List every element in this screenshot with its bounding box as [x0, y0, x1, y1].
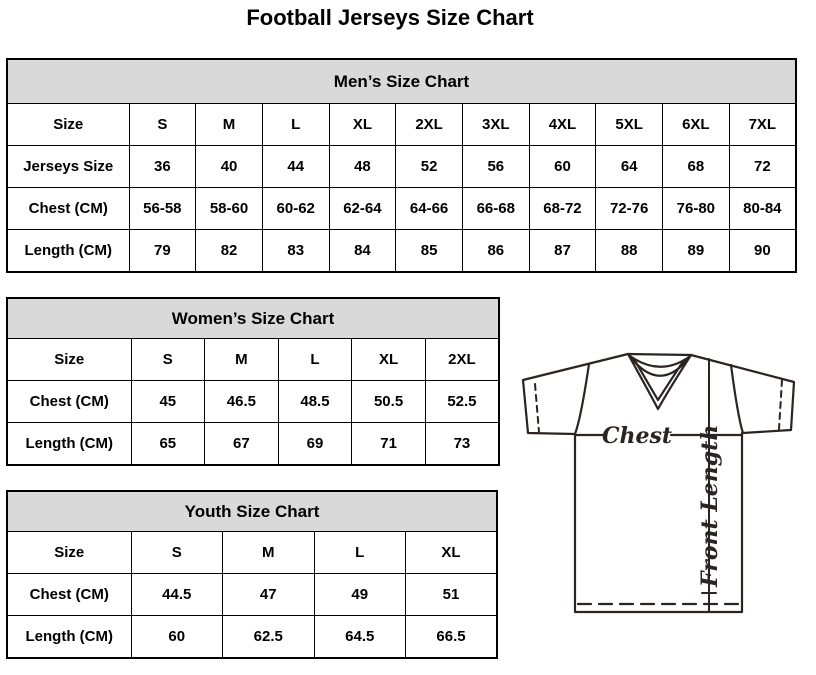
value-cell: L [278, 339, 352, 381]
table-row [7, 423, 499, 466]
value-cell: 40 [196, 146, 263, 188]
value-cell: 56 [462, 146, 529, 188]
value-cell: 45 [131, 381, 205, 423]
value-cell: M [223, 532, 315, 574]
value-cell: 60 [131, 616, 223, 659]
value-cell: 44.5 [131, 574, 223, 616]
value-cell: 68-72 [529, 188, 596, 230]
value-cell: 87 [529, 230, 596, 273]
value-cell: 90 [729, 230, 796, 273]
value-cell: 64 [596, 146, 663, 188]
row-label-cell: Chest (CM) [7, 188, 129, 230]
value-cell: 2XL [396, 104, 463, 146]
value-cell: 36 [129, 146, 196, 188]
row-label-cell: Size [7, 532, 131, 574]
table-title: Women’s Size Chart [7, 298, 499, 339]
value-cell: 73 [425, 423, 499, 466]
value-cell: 84 [329, 230, 396, 273]
table-row [7, 381, 499, 423]
value-cell: 86 [462, 230, 529, 273]
row-label-cell: Length (CM) [7, 616, 131, 659]
youth-size-chart-table [6, 490, 498, 659]
value-cell: 2XL [425, 339, 499, 381]
value-cell: 6XL [663, 104, 730, 146]
value-cell: 60-62 [262, 188, 329, 230]
value-cell: 82 [196, 230, 263, 273]
right-cuff-dashed-line [779, 380, 782, 429]
value-cell: 64.5 [314, 616, 406, 659]
value-cell: 58-60 [196, 188, 263, 230]
value-cell: 60 [529, 146, 596, 188]
value-cell: 65 [131, 423, 205, 466]
value-cell: S [131, 532, 223, 574]
value-cell: 7XL [729, 104, 796, 146]
value-cell: 50.5 [352, 381, 426, 423]
value-cell: 80-84 [729, 188, 796, 230]
value-cell: XL [352, 339, 426, 381]
chest-label: Chest [601, 423, 673, 449]
table-row [7, 104, 796, 146]
page-title: Football Jerseys Size Chart [246, 5, 534, 30]
value-cell: 46.5 [205, 381, 279, 423]
table-title-row [7, 491, 497, 532]
row-label-cell: Chest (CM) [7, 381, 131, 423]
row-label-cell: Jerseys Size [7, 146, 129, 188]
value-cell: S [131, 339, 205, 381]
value-cell: 48 [329, 146, 396, 188]
table-title: Men’s Size Chart [7, 59, 796, 104]
row-label-cell: Length (CM) [7, 423, 131, 466]
row-label-cell: Size [7, 104, 129, 146]
table-row [7, 188, 796, 230]
table-row [7, 532, 497, 574]
value-cell: 72-76 [596, 188, 663, 230]
value-cell: 68 [663, 146, 730, 188]
left-cuff-dashed-line [535, 384, 539, 432]
table-row [7, 616, 497, 659]
value-cell: 88 [596, 230, 663, 273]
value-cell: S [129, 104, 196, 146]
value-cell: 62.5 [223, 616, 315, 659]
value-cell: 79 [129, 230, 196, 273]
value-cell: 44 [262, 146, 329, 188]
womens-size-chart-table [6, 297, 500, 466]
value-cell: 62-64 [329, 188, 396, 230]
value-cell: 72 [729, 146, 796, 188]
value-cell: 69 [278, 423, 352, 466]
value-cell: L [262, 104, 329, 146]
row-label-cell: Size [7, 339, 131, 381]
value-cell: XL [329, 104, 396, 146]
table-title-row [7, 298, 499, 339]
value-cell: 56-58 [129, 188, 196, 230]
value-cell: 66.5 [406, 616, 498, 659]
value-cell: M [205, 339, 279, 381]
table-title-row [7, 59, 796, 104]
table-row [7, 230, 796, 273]
value-cell: 71 [352, 423, 426, 466]
jersey-measurement-diagram [510, 330, 806, 624]
table-row [7, 574, 497, 616]
mens-size-chart-table [6, 58, 797, 273]
value-cell: L [314, 532, 406, 574]
value-cell: 76-80 [663, 188, 730, 230]
value-cell: 5XL [596, 104, 663, 146]
value-cell: 83 [262, 230, 329, 273]
value-cell: 52.5 [425, 381, 499, 423]
value-cell: XL [406, 532, 498, 574]
jersey-outline [523, 354, 794, 612]
value-cell: 3XL [462, 104, 529, 146]
table-row [7, 339, 499, 381]
right-sleeve [691, 355, 794, 433]
table-row [7, 146, 796, 188]
value-cell: 48.5 [278, 381, 352, 423]
value-cell: 51 [406, 574, 498, 616]
collar-top-edge [628, 354, 691, 355]
value-cell: 64-66 [396, 188, 463, 230]
value-cell: 47 [223, 574, 315, 616]
right-armhole-seam [731, 365, 743, 433]
value-cell: 4XL [529, 104, 596, 146]
row-label-cell: Chest (CM) [7, 574, 131, 616]
value-cell: 66-68 [462, 188, 529, 230]
value-cell: 89 [663, 230, 730, 273]
value-cell: M [196, 104, 263, 146]
row-label-cell: Length (CM) [7, 230, 129, 273]
value-cell: 67 [205, 423, 279, 466]
left-armhole-seam [575, 364, 589, 434]
value-cell: 49 [314, 574, 406, 616]
value-cell: 52 [396, 146, 463, 188]
table-title: Youth Size Chart [7, 491, 497, 532]
value-cell: 85 [396, 230, 463, 273]
front-length-label: Front Length [697, 424, 723, 587]
